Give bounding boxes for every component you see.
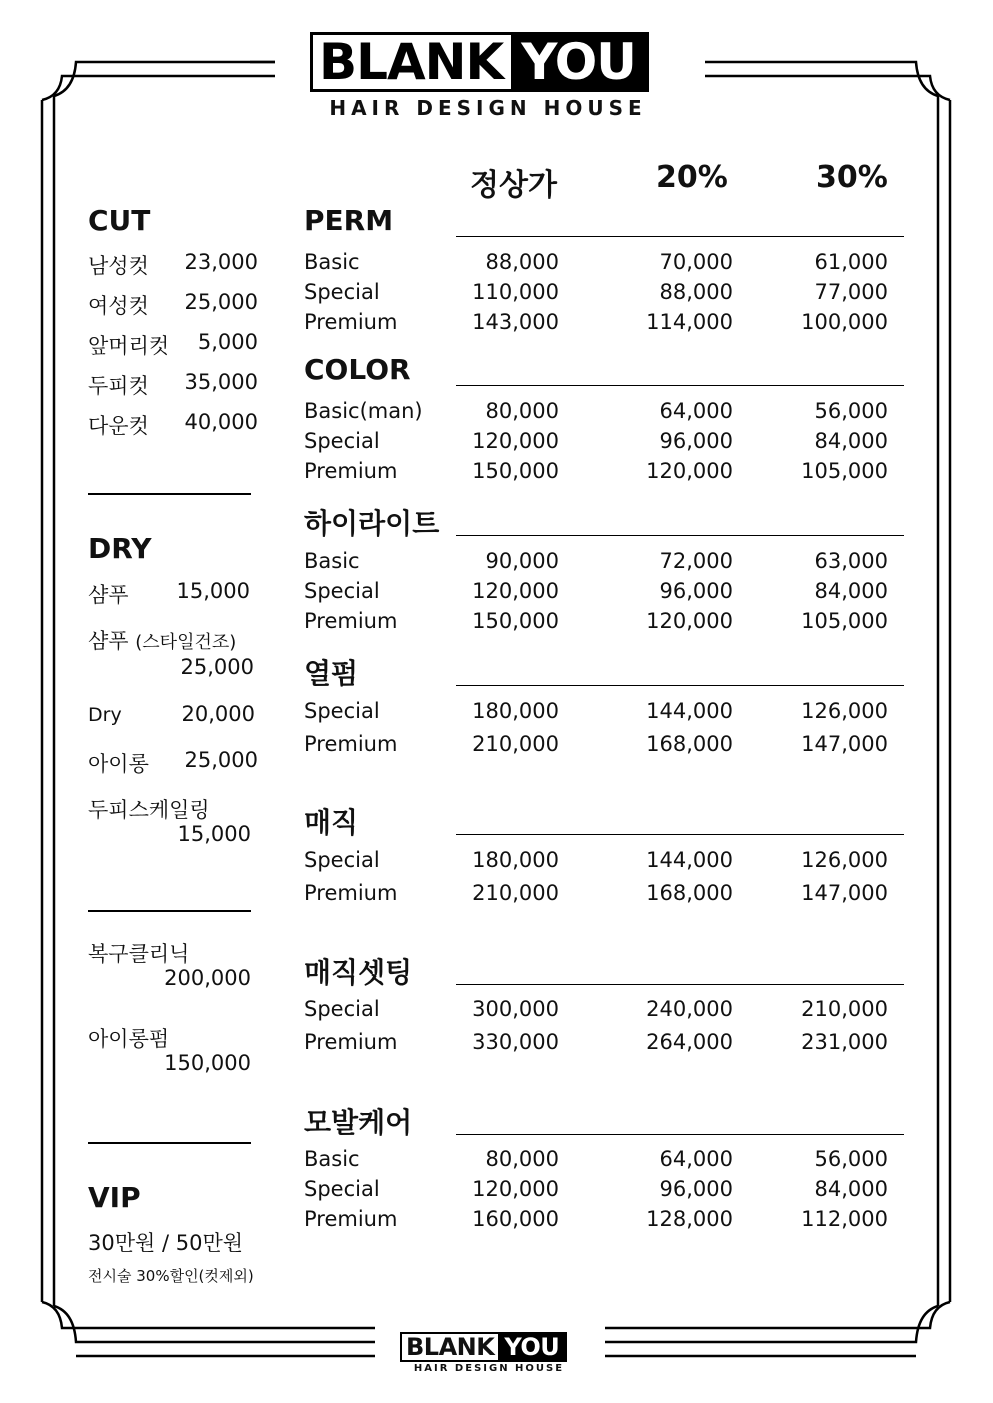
price-20: 96,000 bbox=[659, 429, 733, 453]
table-row bbox=[304, 1147, 888, 1175]
price-20: 264,000 bbox=[646, 1030, 733, 1054]
table-row bbox=[304, 250, 888, 278]
divider bbox=[88, 910, 251, 912]
column-30: 30% bbox=[816, 160, 888, 195]
brand-name-right: YOU bbox=[498, 1334, 565, 1360]
section-rule bbox=[456, 236, 904, 237]
extra-item-name: 아이롱펌 bbox=[88, 1027, 170, 1051]
section-title: 매직 bbox=[304, 806, 359, 839]
price-30: 84,000 bbox=[814, 579, 888, 603]
price-regular: 180,000 bbox=[472, 848, 559, 872]
dry-item bbox=[88, 794, 258, 824]
section-title: PERM bbox=[304, 204, 394, 237]
section-rule bbox=[456, 685, 904, 686]
vip-title: VIP bbox=[88, 1181, 141, 1214]
price-regular: 120,000 bbox=[472, 579, 559, 603]
cut-item bbox=[88, 330, 258, 360]
price-regular: 150,000 bbox=[472, 459, 559, 483]
table-row bbox=[304, 459, 888, 487]
price-30: 105,000 bbox=[801, 609, 888, 633]
section-title: 열펌 bbox=[304, 657, 359, 690]
table-row bbox=[304, 699, 888, 727]
row-label: Premium bbox=[304, 310, 398, 334]
price-regular: 210,000 bbox=[472, 732, 559, 756]
row-label: Premium bbox=[304, 1030, 398, 1054]
price-20: 128,000 bbox=[646, 1207, 733, 1231]
dry-item-name: 샴푸 bbox=[88, 629, 129, 653]
divider bbox=[88, 1142, 251, 1144]
extra-item-price: 200,000 bbox=[164, 966, 251, 990]
price-regular: 120,000 bbox=[472, 429, 559, 453]
price-20: 64,000 bbox=[659, 399, 733, 423]
price-30: 100,000 bbox=[801, 310, 888, 334]
cut-item-name: 앞머리컷 bbox=[88, 334, 170, 358]
brand-name-right: YOU bbox=[511, 35, 646, 89]
row-label: Special bbox=[304, 699, 380, 723]
row-label: Special bbox=[304, 997, 380, 1021]
dry-item-price: 15,000 bbox=[176, 579, 250, 603]
row-label: Premium bbox=[304, 732, 398, 756]
price-20: 96,000 bbox=[659, 1177, 733, 1201]
price-regular: 210,000 bbox=[472, 881, 559, 905]
row-label: Basic bbox=[304, 549, 360, 573]
price-30: 112,000 bbox=[801, 1207, 888, 1231]
price-30: 56,000 bbox=[814, 399, 888, 423]
cut-item-price: 5,000 bbox=[197, 330, 258, 354]
price-30: 105,000 bbox=[801, 459, 888, 483]
cut-item-name: 여성컷 bbox=[88, 294, 149, 318]
price-30: 61,000 bbox=[814, 250, 888, 274]
dry-item-note: (스타일건조) bbox=[135, 632, 237, 653]
price-regular: 300,000 bbox=[472, 997, 559, 1021]
brand-logo-small bbox=[400, 1332, 567, 1362]
table-row bbox=[304, 549, 888, 577]
price-30: 63,000 bbox=[814, 549, 888, 573]
cut-title: CUT bbox=[88, 204, 151, 237]
price-regular: 80,000 bbox=[485, 399, 559, 423]
price-30: 126,000 bbox=[801, 699, 888, 723]
table-row bbox=[304, 1030, 888, 1058]
price-regular: 180,000 bbox=[472, 699, 559, 723]
table-row bbox=[304, 997, 888, 1025]
column-regular: 정상가 bbox=[470, 168, 557, 203]
table-row bbox=[304, 732, 888, 760]
price-regular: 120,000 bbox=[472, 1177, 559, 1201]
dry-item bbox=[88, 702, 255, 726]
cut-item bbox=[88, 290, 258, 320]
divider bbox=[88, 493, 251, 495]
price-regular: 88,000 bbox=[485, 250, 559, 274]
row-label: Special bbox=[304, 579, 380, 603]
dry-item-price: 20,000 bbox=[181, 702, 255, 726]
table-row bbox=[304, 429, 888, 457]
row-label: Special bbox=[304, 280, 380, 304]
row-label: Basic(man) bbox=[304, 399, 423, 423]
dry-item-name: 두피스케일링 bbox=[88, 798, 210, 822]
row-label: Basic bbox=[304, 1147, 360, 1171]
dry-item-price: 15,000 bbox=[177, 822, 251, 846]
cut-item-price: 25,000 bbox=[184, 290, 258, 314]
price-regular: 110,000 bbox=[472, 280, 559, 304]
price-20: 144,000 bbox=[646, 848, 733, 872]
cut-item bbox=[88, 410, 258, 440]
cut-item-price: 23,000 bbox=[184, 250, 258, 274]
cut-item-price: 35,000 bbox=[184, 370, 258, 394]
price-20: 114,000 bbox=[646, 310, 733, 334]
price-regular: 160,000 bbox=[472, 1207, 559, 1231]
row-label: Special bbox=[304, 848, 380, 872]
price-20: 120,000 bbox=[646, 609, 733, 633]
dry-item-name: 샴푸 bbox=[88, 583, 129, 607]
section-rule bbox=[456, 385, 904, 386]
dry-item-price: 25,000 bbox=[180, 655, 254, 679]
price-20: 64,000 bbox=[659, 1147, 733, 1171]
dry-item-name: Dry bbox=[88, 704, 122, 726]
cut-item bbox=[88, 250, 258, 280]
dry-item bbox=[88, 625, 258, 655]
price-regular: 143,000 bbox=[472, 310, 559, 334]
price-20: 72,000 bbox=[659, 549, 733, 573]
table-row bbox=[304, 280, 888, 308]
price-30: 84,000 bbox=[814, 429, 888, 453]
brand-name-left: BLANK bbox=[313, 35, 511, 89]
row-label: Premium bbox=[304, 881, 398, 905]
cut-item-price: 40,000 bbox=[184, 410, 258, 434]
dry-title: DRY bbox=[88, 532, 152, 565]
row-label: Basic bbox=[304, 250, 360, 274]
section-title: COLOR bbox=[304, 353, 411, 386]
price-regular: 330,000 bbox=[472, 1030, 559, 1054]
dry-item bbox=[88, 579, 250, 609]
table-row bbox=[304, 1177, 888, 1205]
table-row bbox=[304, 1207, 888, 1235]
dry-item-price: 25,000 bbox=[184, 748, 258, 772]
cut-item-name: 두피컷 bbox=[88, 374, 149, 398]
cut-item bbox=[88, 370, 258, 400]
row-label: Premium bbox=[304, 609, 398, 633]
price-30: 147,000 bbox=[801, 732, 888, 756]
extra-item-name: 복구클리닉 bbox=[88, 942, 190, 966]
table-row bbox=[304, 399, 888, 427]
price-20: 88,000 bbox=[659, 280, 733, 304]
price-20: 96,000 bbox=[659, 579, 733, 603]
row-label: Premium bbox=[304, 1207, 398, 1231]
table-row bbox=[304, 310, 888, 338]
extra-item-price: 150,000 bbox=[164, 1051, 251, 1075]
cut-item-name: 남성컷 bbox=[88, 254, 149, 278]
extra-item bbox=[88, 1023, 258, 1053]
row-label: Special bbox=[304, 1177, 380, 1201]
table-row bbox=[304, 848, 888, 876]
table-row bbox=[304, 579, 888, 607]
brand-logo bbox=[310, 32, 649, 92]
row-label: Special bbox=[304, 429, 380, 453]
column-20: 20% bbox=[656, 160, 728, 195]
price-30: 147,000 bbox=[801, 881, 888, 905]
section-title: 매직셋팅 bbox=[304, 956, 413, 989]
table-row bbox=[304, 609, 888, 637]
price-20: 168,000 bbox=[646, 732, 733, 756]
brand-tagline-small: HAIR DESIGN HOUSE bbox=[413, 1363, 565, 1374]
table-row bbox=[304, 881, 888, 909]
vip-note: 전시술 30%할인(컷제외) bbox=[88, 1267, 254, 1285]
section-title: 하이라이트 bbox=[304, 507, 440, 540]
price-regular: 90,000 bbox=[485, 549, 559, 573]
brand-name-left: BLANK bbox=[406, 1333, 495, 1361]
cut-item-name: 다운컷 bbox=[88, 414, 149, 438]
extra-item bbox=[88, 938, 258, 968]
price-30: 84,000 bbox=[814, 1177, 888, 1201]
price-20: 168,000 bbox=[646, 881, 733, 905]
section-rule bbox=[456, 1134, 904, 1135]
price-20: 144,000 bbox=[646, 699, 733, 723]
brand-tagline: HAIR DESIGN HOUSE bbox=[329, 96, 647, 120]
section-title: 모발케어 bbox=[304, 1106, 413, 1139]
price-30: 56,000 bbox=[814, 1147, 888, 1171]
price-regular: 80,000 bbox=[485, 1147, 559, 1171]
price-20: 70,000 bbox=[659, 250, 733, 274]
dry-item-name: 아이롱 bbox=[88, 752, 149, 776]
price-regular: 150,000 bbox=[472, 609, 559, 633]
vip-tiers: 30만원 / 50만원 bbox=[88, 1231, 244, 1255]
price-30: 210,000 bbox=[801, 997, 888, 1021]
price-20: 120,000 bbox=[646, 459, 733, 483]
row-label: Premium bbox=[304, 459, 398, 483]
section-rule bbox=[456, 984, 904, 985]
price-20: 240,000 bbox=[646, 997, 733, 1021]
section-rule bbox=[456, 535, 904, 536]
section-rule bbox=[456, 834, 904, 835]
price-30: 77,000 bbox=[814, 280, 888, 304]
price-30: 126,000 bbox=[801, 848, 888, 872]
price-30: 231,000 bbox=[801, 1030, 888, 1054]
dry-item bbox=[88, 748, 258, 778]
